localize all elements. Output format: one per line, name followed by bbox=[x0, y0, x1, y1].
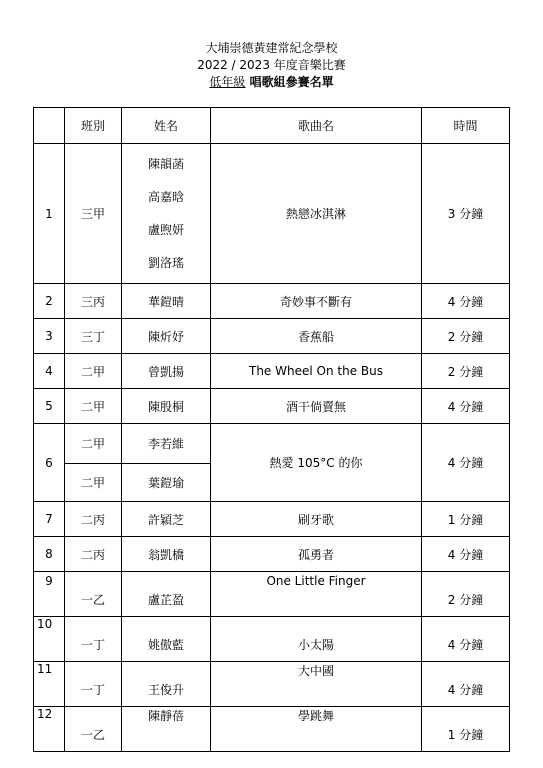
row-class: 二甲 bbox=[65, 464, 122, 502]
row-song: 酒干倘賣無 bbox=[211, 389, 422, 424]
row-time: 4 分鐘 bbox=[422, 389, 510, 424]
list-title-rest: 唱歌組參賽名單 bbox=[245, 75, 334, 89]
participants-table bbox=[33, 107, 510, 752]
participant-name: 陳韻菡 bbox=[147, 156, 184, 171]
participant-name: 姚傲藍 bbox=[122, 617, 211, 662]
participant-name: 王俊升 bbox=[122, 662, 211, 707]
participant-name: 盧煦妍 bbox=[147, 222, 184, 237]
participant-name: 李若維 bbox=[122, 424, 211, 464]
school-name: 大埔崇德黃建常紀念學校 bbox=[205, 41, 338, 55]
event-title: 2022 / 2023 年度音樂比賽 bbox=[197, 58, 346, 72]
row-song: 熱愛 105°C 的你 bbox=[211, 424, 422, 502]
row-song: 奇妙事不斷有 bbox=[211, 284, 422, 319]
row-class: 一丁 bbox=[65, 662, 122, 707]
row-no: 1 bbox=[34, 144, 65, 284]
row-class: 二甲 bbox=[65, 389, 122, 424]
table-row bbox=[34, 389, 510, 424]
row-time: 4 分鐘 bbox=[422, 662, 510, 707]
table-row bbox=[34, 144, 510, 284]
row-class: 二甲 bbox=[65, 424, 122, 464]
table-row bbox=[34, 502, 510, 537]
participant-name: 陳殷桐 bbox=[122, 389, 211, 424]
row-no: 4 bbox=[34, 354, 65, 389]
participant-name: 曾凱揚 bbox=[122, 354, 211, 389]
row-no: 7 bbox=[34, 502, 65, 537]
participant-name: 翁凱橋 bbox=[122, 537, 211, 572]
participant-name: 盧芷盈 bbox=[122, 572, 211, 617]
row-no: 10 bbox=[34, 617, 65, 662]
col-header-name: 姓名 bbox=[122, 108, 211, 144]
col-header-class: 班別 bbox=[65, 108, 122, 144]
table-row bbox=[34, 537, 510, 572]
row-class: 一乙 bbox=[65, 572, 122, 617]
row-no: 12 bbox=[34, 707, 65, 752]
table-row bbox=[34, 617, 510, 662]
row-class: 二丙 bbox=[65, 537, 122, 572]
table-row bbox=[34, 319, 510, 354]
row-time: 2 分鐘 bbox=[422, 572, 510, 617]
row-song: 香蕉船 bbox=[211, 319, 422, 354]
participant-name: 許穎芝 bbox=[122, 502, 211, 537]
row-song: One Little Finger bbox=[211, 572, 422, 617]
row-time: 2 分鐘 bbox=[422, 319, 510, 354]
row-names bbox=[122, 144, 211, 284]
row-time: 4 分鐘 bbox=[422, 617, 510, 662]
row-time: 4 分鐘 bbox=[422, 537, 510, 572]
col-header-no bbox=[34, 108, 65, 144]
table-row bbox=[34, 424, 510, 464]
participant-name: 葉鎧瑜 bbox=[122, 464, 211, 502]
table-row bbox=[34, 284, 510, 319]
participant-name: 高嘉晗 bbox=[147, 189, 184, 204]
row-class: 二丙 bbox=[65, 502, 122, 537]
table-row bbox=[34, 707, 510, 752]
row-time: 1 分鐘 bbox=[422, 707, 510, 752]
row-class: 一丁 bbox=[65, 617, 122, 662]
row-no: 11 bbox=[34, 662, 65, 707]
row-time: 3 分鐘 bbox=[422, 144, 510, 284]
row-no: 6 bbox=[34, 424, 65, 502]
table-row bbox=[34, 354, 510, 389]
participant-name: 華鎧晴 bbox=[122, 284, 211, 319]
col-header-time: 時間 bbox=[422, 108, 510, 144]
row-no: 3 bbox=[34, 319, 65, 354]
table-row bbox=[34, 662, 510, 707]
row-no: 5 bbox=[34, 389, 65, 424]
row-song: The Wheel On the Bus bbox=[211, 354, 422, 389]
table-row bbox=[34, 572, 510, 617]
row-time: 4 分鐘 bbox=[422, 424, 510, 502]
row-class: 三甲 bbox=[65, 144, 122, 284]
row-time: 2 分鐘 bbox=[422, 354, 510, 389]
row-class: 三丙 bbox=[65, 284, 122, 319]
row-class: 三丁 bbox=[65, 319, 122, 354]
row-time: 4 分鐘 bbox=[422, 284, 510, 319]
list-title bbox=[0, 75, 543, 89]
row-song: 小太陽 bbox=[211, 617, 422, 662]
table-header-row bbox=[34, 108, 510, 144]
row-no: 8 bbox=[34, 537, 65, 572]
col-header-song: 歌曲名 bbox=[211, 108, 422, 144]
row-song: 熱戀冰淇淋 bbox=[211, 144, 422, 284]
row-song: 孤勇者 bbox=[211, 537, 422, 572]
row-song: 刷牙歌 bbox=[211, 502, 422, 537]
row-no: 2 bbox=[34, 284, 65, 319]
row-no: 9 bbox=[34, 572, 65, 617]
group-name: 低年級 bbox=[209, 75, 246, 89]
row-class: 二甲 bbox=[65, 354, 122, 389]
row-song: 學跳舞 bbox=[211, 707, 422, 752]
row-time: 1 分鐘 bbox=[422, 502, 510, 537]
row-song: 大中國 bbox=[211, 662, 422, 707]
participant-name: 陳靜蓓 bbox=[122, 707, 211, 752]
participant-name: 劉洛瑤 bbox=[147, 255, 184, 270]
row-class: 一乙 bbox=[65, 707, 122, 752]
participant-name: 陳炘妤 bbox=[122, 319, 211, 354]
